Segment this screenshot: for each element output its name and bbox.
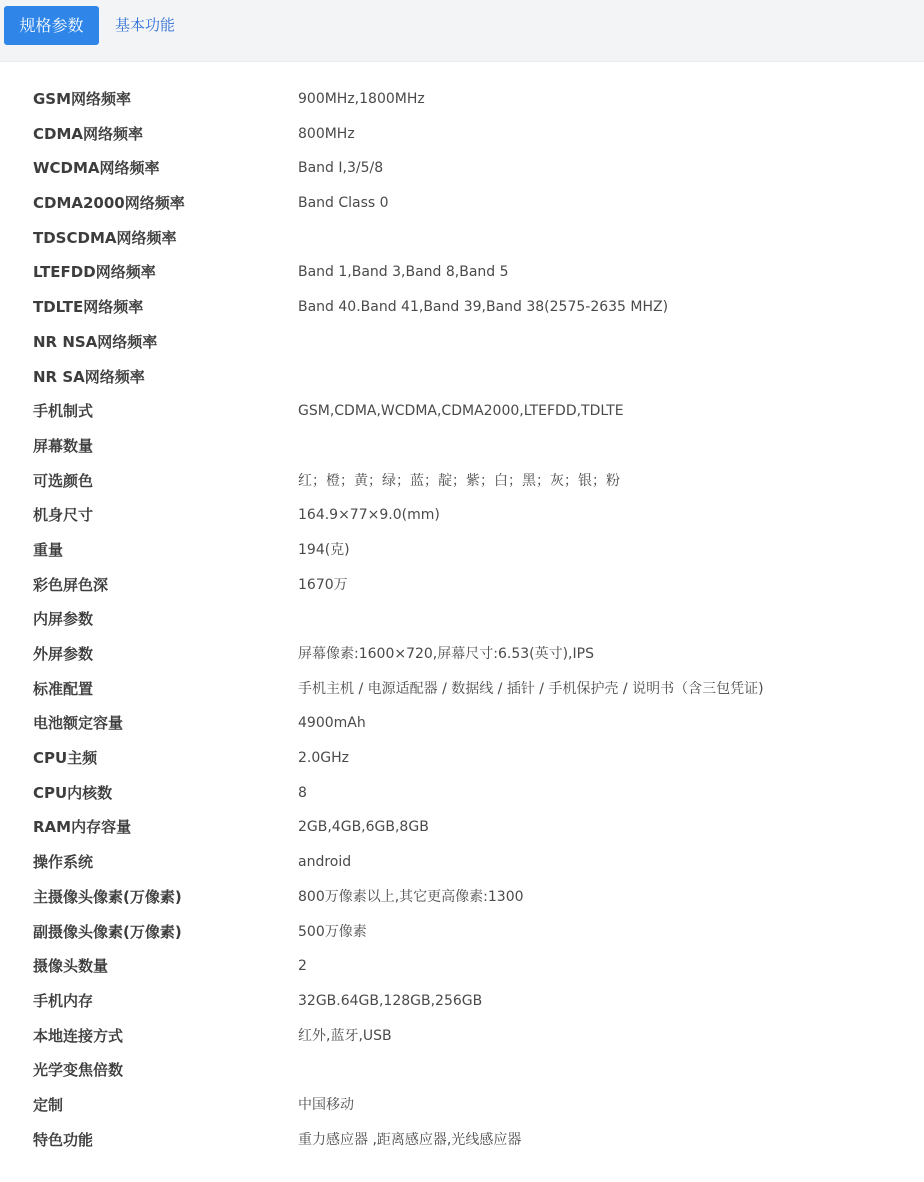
spec-label: 内屏参数	[33, 610, 94, 629]
spec-label: 特色功能	[33, 1130, 94, 1149]
spec-label: CDMA网络频率	[33, 124, 143, 143]
tab-basic-functions[interactable]: 基本功能	[115, 16, 176, 34]
spec-value: Band Class 0	[298, 195, 389, 212]
spec-row	[0, 568, 924, 603]
spec-label: CPU内核数	[33, 783, 113, 802]
spec-value: 红；橙；黄；绿；蓝；靛；紫；白；黑；灰；银；粉	[298, 472, 620, 489]
spec-row	[0, 949, 924, 984]
spec-row	[0, 706, 924, 741]
spec-label: 电池额定容量	[33, 714, 124, 733]
spec-row	[0, 186, 924, 221]
spec-label: 可选颜色	[33, 471, 94, 490]
spec-row	[0, 602, 924, 637]
spec-value: 164.9×77×9.0(mm)	[298, 507, 440, 524]
spec-value: 2.0GHz	[298, 750, 349, 767]
spec-row	[0, 325, 924, 360]
spec-row	[0, 741, 924, 776]
spec-row	[0, 672, 924, 707]
spec-row	[0, 117, 924, 152]
spec-value: 2GB,4GB,6GB,8GB	[298, 819, 429, 836]
spec-label: 摄像头数量	[33, 957, 109, 976]
spec-row	[0, 984, 924, 1019]
spec-row	[0, 151, 924, 186]
spec-label: NR SA网络频率	[33, 367, 145, 386]
spec-value: 900MHz,1800MHz	[298, 91, 425, 107]
spec-value: 重力感应器 ,距离感应器,光线感应器	[298, 1131, 522, 1148]
spec-row	[0, 1088, 924, 1123]
spec-label: CPU主频	[33, 749, 98, 768]
spec-value: 32GB.64GB,128GB,256GB	[298, 992, 483, 1009]
spec-label: WCDMA网络频率	[33, 159, 160, 178]
spec-label: NR NSA网络频率	[33, 332, 158, 351]
spec-value: 中国移动	[298, 1096, 354, 1113]
spec-value: 屏幕像素:1600×720,屏幕尺寸:6.53(英寸),IPS	[298, 646, 594, 662]
spec-row	[0, 360, 924, 395]
spec-row	[0, 255, 924, 290]
spec-label: 重量	[33, 540, 64, 559]
spec-row	[0, 637, 924, 672]
spec-row	[0, 290, 924, 325]
spec-value: 2	[298, 958, 307, 975]
spec-value: 8	[298, 784, 307, 801]
spec-label: 外屏参数	[33, 645, 94, 663]
spec-row	[0, 82, 924, 117]
spec-row	[0, 880, 924, 915]
spec-label: RAM内存容量	[33, 818, 132, 837]
spec-row	[0, 394, 924, 429]
spec-value: Band 40.Band 41,Band 39,Band 38(2575-2635 MHZ)	[298, 299, 669, 316]
spec-row	[0, 221, 924, 256]
spec-row	[0, 1019, 924, 1054]
spec-row	[0, 1123, 924, 1158]
spec-label: GSM网络频率	[33, 90, 132, 108]
spec-label: TDLTE网络频率	[33, 298, 144, 317]
spec-value: android	[298, 854, 352, 871]
spec-value: 1670万	[298, 576, 348, 593]
spec-label: 机身尺寸	[33, 506, 94, 525]
spec-row	[0, 464, 924, 499]
spec-label: 标准配置	[33, 679, 94, 698]
spec-value: 800MHz	[298, 125, 355, 142]
spec-label: 手机制式	[33, 402, 94, 421]
spec-label: 副摄像头像素(万像素)	[33, 922, 182, 941]
spec-label: 手机内存	[33, 991, 94, 1010]
spec-label: LTEFDD网络频率	[33, 263, 156, 282]
spec-row	[0, 429, 924, 464]
spec-row	[0, 915, 924, 950]
spec-label: 操作系统	[33, 853, 94, 872]
tab-specs[interactable]: 规格参数	[4, 6, 99, 45]
spec-value: GSM,CDMA,WCDMA,CDMA2000,LTEFDD,TDLTE	[298, 403, 624, 420]
spec-label: CDMA2000网络频率	[33, 194, 185, 213]
spec-value: Band 1,Band 3,Band 8,Band 5	[298, 264, 509, 281]
spec-row	[0, 810, 924, 845]
spec-label: 定制	[33, 1095, 64, 1114]
spec-value: 4900mAh	[298, 715, 366, 732]
spec-label: TDSCDMA网络频率	[33, 228, 177, 247]
spec-value: 800万像素以上,其它更高像素:1300	[298, 888, 524, 905]
spec-value: Band Ⅰ,3/5/8	[298, 160, 384, 177]
spec-label: 主摄像头像素(万像素)	[33, 887, 182, 906]
spec-value: 500万像素	[298, 923, 367, 940]
spec-value: 手机主机 / 电源适配器 / 数据线 / 插针 / 手机保护壳 / 说明书（含三包凭证)	[298, 680, 764, 697]
tab-bar	[0, 0, 924, 62]
spec-label: 本地连接方式	[33, 1026, 124, 1045]
spec-value: 红外,蓝牙,USB	[298, 1027, 392, 1044]
spec-label: 屏幕数量	[33, 436, 94, 455]
spec-label: 彩色屏色深	[33, 575, 109, 594]
spec-row	[0, 498, 924, 533]
spec-row	[0, 1053, 924, 1088]
spec-row	[0, 845, 924, 880]
spec-row	[0, 776, 924, 811]
spec-value: 194(克)	[298, 541, 350, 558]
spec-label: 光学变焦倍数	[33, 1061, 124, 1080]
spec-row	[0, 533, 924, 568]
spec-list	[0, 82, 924, 1157]
